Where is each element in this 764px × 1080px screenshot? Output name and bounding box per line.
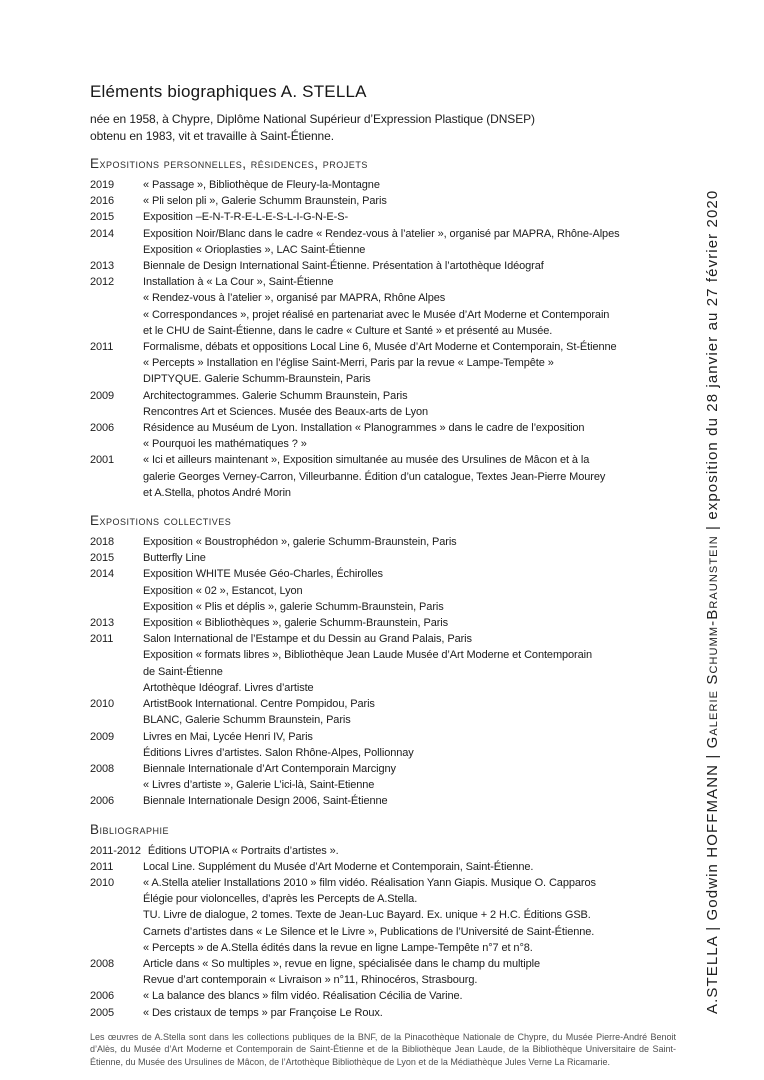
entry-row (90, 258, 676, 274)
entry-row (90, 436, 676, 452)
entry-text: Exposition –E-N-T-R-E-L-E-S-L-I-G-N-E-S- (143, 211, 349, 224)
entry-text: Éditions UTOPIA « Portraits d’artistes ». (147, 844, 339, 857)
section-heading: Bibliographie (90, 821, 170, 837)
entry-row (90, 875, 676, 891)
entry-row (90, 664, 676, 680)
entry-text: « Pourquoi les mathématiques ? » (143, 438, 307, 451)
entry-row (90, 226, 676, 242)
entry-text: « Livres d’artiste », Galerie L’ici-là, Saint-Etienne (143, 779, 375, 792)
entry-row (90, 696, 676, 712)
entry-row (90, 793, 676, 809)
entry-row (90, 339, 676, 355)
entry-row (90, 566, 676, 582)
entry-text: Rencontres Art et Sciences. Musée des Beaux-arts de Lyon (143, 405, 429, 418)
entry-year (90, 583, 143, 599)
entry-year (90, 907, 143, 923)
entry-row (90, 371, 676, 387)
entry-text: Local Line. Supplément du Musée d’Art Moderne et Contemporain, Saint-Étienne. (143, 860, 534, 873)
entry-year: 2005 (90, 1006, 115, 1019)
banner-exhibition-dates: | exposition du 28 janvier au 27 février 2020 (704, 189, 721, 536)
entry-row (90, 972, 676, 988)
entry-year: 2011 (90, 341, 114, 354)
public-collections-note: Les œuvres de A.Stella sont dans les collections publiques de la BNF, de la Pinacothèque Nationale de Chypre, du Musée Pierre-André Benoit d’Alès, du Musée d’Art Moderne et Contemporain de Saint-Étienne et de la Bibliothèque Jean Laude, de la Bibliothèque Universitaire de Saint-Étienne, du Musée des Ursulines de Mâcon, de l’Artothèque Bibliothèque de Lyon et de la Médiathèque Jules Verne La Ricamarie. (90, 1031, 676, 1067)
entry-text: Exposition « 02 », Estancot, Lyon (143, 584, 303, 597)
entry-row (90, 404, 676, 420)
entry-year: 2010 (90, 698, 115, 711)
entry-text: Architectogrammes. Galerie Schumm Braunstein, Paris (143, 389, 408, 402)
entry-row (90, 307, 676, 323)
entry-row (90, 1005, 676, 1021)
entry-row (90, 988, 676, 1004)
entry-year: 2006 (90, 422, 115, 435)
entry-text: Exposition « Plis et déplis », galerie Schumm-Braunstein, Paris (143, 600, 444, 613)
entry-row (90, 323, 676, 339)
entry-year: 2011 (90, 860, 114, 873)
entry-year (90, 307, 143, 323)
entry-year: 2019 (90, 179, 115, 191)
vertical-exhibition-banner (700, 78, 726, 1014)
entry-text: Article dans « So multiples », revue en ligne, spécialisée dans le champ du multiple (143, 957, 540, 970)
cv-section (90, 156, 676, 501)
entry-row (90, 193, 676, 209)
entry-year: 2008 (90, 957, 115, 970)
entry-row (90, 534, 676, 550)
entry-row (90, 680, 676, 696)
entry-year (90, 680, 143, 696)
entry-row (90, 907, 676, 923)
entry-text: « Percepts » Installation en l’église Saint-Merri, Paris par la revue « Lampe-Tempête » (143, 357, 554, 370)
entry-row (90, 420, 676, 436)
entry-year: 2011 (90, 633, 114, 646)
entry-text: Livres en Mai, Lycée Henri IV, Paris (143, 730, 313, 743)
entry-text: « Percepts » de A.Stella édités dans la revue en ligne Lampe-Tempête n°7 et n°8. (143, 941, 533, 954)
entry-year (90, 891, 143, 907)
entry-row (90, 859, 676, 875)
entry-text: Exposition « Orioplasties », LAC Saint-Étienne (143, 243, 366, 256)
entry-row (90, 761, 676, 777)
entry-year (90, 647, 143, 663)
entry-text: BLANC, Galerie Schumm Braunstein, Paris (143, 714, 351, 727)
entry-year (90, 712, 143, 728)
entry-year: 2012 (90, 276, 115, 289)
entry-text: Butterfly Line (143, 552, 206, 565)
entry-year: 2014 (90, 227, 115, 240)
entry-year: 2011-2012 (90, 844, 141, 857)
entry-text: « Passage », Bibliothèque de Fleury-la-Montagne (143, 179, 380, 191)
entry-row (90, 388, 676, 404)
entry-year (90, 404, 143, 420)
entry-row (90, 924, 676, 940)
entry-row (90, 615, 676, 631)
entry-row (90, 290, 676, 306)
cv-sections (90, 156, 676, 1021)
entry-year: 2009 (90, 730, 115, 743)
entry-row (90, 729, 676, 745)
entry-year (90, 777, 143, 793)
entry-text: « Ici et ailleurs maintenant », Exposition simultanée au musée des Ursulines de Mâcon et à la (143, 454, 590, 467)
entry-text: « Rendez-vous à l’atelier », organisé par MAPRA, Rhône Alpes (143, 292, 446, 305)
entry-text: « Correspondances », projet réalisé en partenariat avec le Musée d’Art Moderne et Contemporain (143, 308, 610, 321)
entry-text: Exposition WHITE Musée Géo-Charles, Échirolles (143, 568, 383, 581)
entry-text: Biennale de Design International Saint-Étienne. Présentation à l’artothèque Idéograf (143, 260, 544, 273)
entry-text: Formalisme, débats et oppositions Local Line 6, Musée d’Art Moderne et Contemporain, St-Étienne (143, 341, 617, 354)
page-title: Eléments biographiques A. STELLA (90, 82, 367, 101)
entry-text: Exposition « formats libres », Bibliothèque Jean Laude Musée d’Art Moderne et Contemporain (143, 649, 592, 662)
entry-row (90, 777, 676, 793)
entry-year (90, 436, 143, 452)
entry-text: « La balance des blancs » film vidéo. Réalisation Cécilia de Varine. (143, 990, 463, 1003)
cv-section (90, 513, 676, 809)
cv-section (90, 822, 676, 1021)
entry-row (90, 843, 676, 859)
entry-row (90, 452, 676, 468)
entry-text: « A.Stella atelier Installations 2010 » film vidéo. Réalisation Yann Giapis. Musique O. Capparos (143, 876, 596, 889)
entry-text: Biennale Internationale d’Art Contemporain Marcigny (143, 762, 396, 775)
entry-text: Salon International de l’Estampe et du Dessin au Grand Palais, Paris (143, 633, 472, 646)
entry-row (90, 599, 676, 615)
entry-row (90, 956, 676, 972)
section-heading: Expositions personnelles, résidences, projets (90, 156, 368, 171)
intro-line-2: obtenu en 1983, vit et travaille à Saint-Étienne. (90, 128, 334, 143)
entry-row (90, 177, 676, 193)
banner-gallery-name: Galerie Schumm-Braunstein (704, 535, 721, 749)
entry-text: de Saint-Étienne (143, 665, 223, 678)
intro-line-1: née en 1958, à Chypre, Diplôme National Supérieur d’Expression Plastique (DNSEP) (90, 112, 535, 126)
entry-text: Carnets d’artistes dans « Le Silence et le Livre », Publications de l’Université de Saint-Étienne. (143, 925, 595, 938)
entry-year (90, 290, 143, 306)
entry-row (90, 583, 676, 599)
entry-text: Éditions Livres d’artistes. Salon Rhône-Alpes, Pollionnay (143, 746, 414, 759)
cv-content (90, 82, 676, 1069)
entry-year: 2006 (90, 795, 115, 808)
entry-year: 2016 (90, 195, 115, 208)
entry-year (90, 323, 143, 339)
entry-year (90, 242, 143, 258)
entry-text: Exposition « Bibliothèques », galerie Schumm-Braunstein, Paris (143, 617, 449, 630)
entry-year (90, 599, 143, 615)
entry-year (90, 485, 143, 501)
entry-text: « Pli selon pli », Galerie Schumm Braunstein, Paris (143, 195, 387, 208)
entry-year: 2014 (90, 568, 115, 581)
entry-row (90, 550, 676, 566)
entry-text: galerie Georges Verney-Carron, Villeurbanne. Édition d’un catalogue, Textes Jean-Pierre Mourey (143, 470, 606, 483)
entry-year: 2009 (90, 389, 115, 402)
entry-text: « Des cristaux de temps » par Françoise Le Roux. (143, 1006, 383, 1019)
entry-text: TU. Livre de dialogue, 2 tomes. Texte de Jean-Luc Bayard. Ex. unique + 2 H.C. Éditions GSB. (143, 909, 591, 922)
entry-row (90, 891, 676, 907)
entry-year (90, 371, 143, 387)
entry-text: Artothèque Idéograf. Livres d’artiste (143, 681, 314, 694)
entry-row (90, 712, 676, 728)
entry-text: Biennale Internationale Design 2006, Saint-Étienne (143, 795, 388, 808)
entry-year (90, 355, 143, 371)
entry-text: et A.Stella, photos André Morin (143, 486, 291, 499)
entry-year (90, 664, 143, 680)
section-heading: Expositions collectives (90, 513, 232, 529)
entry-year (90, 972, 143, 988)
banner-artists: A.STELLA | Godwin HOFFMANN | (704, 748, 721, 1014)
entry-year: 2010 (90, 876, 115, 889)
entry-row (90, 209, 676, 225)
entry-row (90, 940, 676, 956)
entry-year: 2018 (90, 536, 115, 549)
entry-year: 2015 (90, 552, 115, 565)
entry-year: 2015 (90, 211, 115, 224)
entry-text: Installation à « La Cour », Saint-Étienne (143, 276, 334, 289)
entry-text: Revue d’art contemporain « Livraison » n°11, Rhinocéros, Strasbourg. (143, 974, 478, 987)
entry-row (90, 631, 676, 647)
entry-year: 2013 (90, 617, 115, 630)
entry-year: 2001 (90, 454, 115, 467)
entry-year (90, 469, 143, 485)
entry-year: 2008 (90, 762, 115, 775)
entry-year (90, 924, 143, 940)
entry-year: 2013 (90, 260, 115, 273)
entry-row (90, 274, 676, 290)
entry-text: et le CHU de Saint-Étienne, dans le cadre « Culture et Santé » et présenté au Musée. (143, 324, 553, 337)
entry-row (90, 242, 676, 258)
entry-text: ArtistBook International. Centre Pompidou, Paris (143, 698, 375, 711)
entry-row (90, 469, 676, 485)
entry-text: Élégie pour violoncelles, d’après les Percepts de A.Stella. (143, 893, 418, 906)
entry-row (90, 485, 676, 501)
entry-row (90, 745, 676, 761)
entry-row (90, 647, 676, 663)
entry-year (90, 745, 143, 761)
entry-row (90, 355, 676, 371)
entry-text: Exposition « Boustrophédon », galerie Schumm-Braunstein, Paris (143, 536, 457, 549)
entry-year: 2006 (90, 990, 115, 1003)
entry-year (90, 940, 143, 956)
entry-text: DIPTYQUE. Galerie Schumm-Braunstein, Paris (143, 373, 371, 386)
entry-text: Résidence au Muséum de Lyon. Installation « Planogrammes » dans le cadre de l’exposition (143, 422, 585, 435)
entry-text: Exposition Noir/Blanc dans le cadre « Rendez-vous à l’atelier », organisé par MAPRA, Rhône-Alpes (143, 227, 620, 240)
